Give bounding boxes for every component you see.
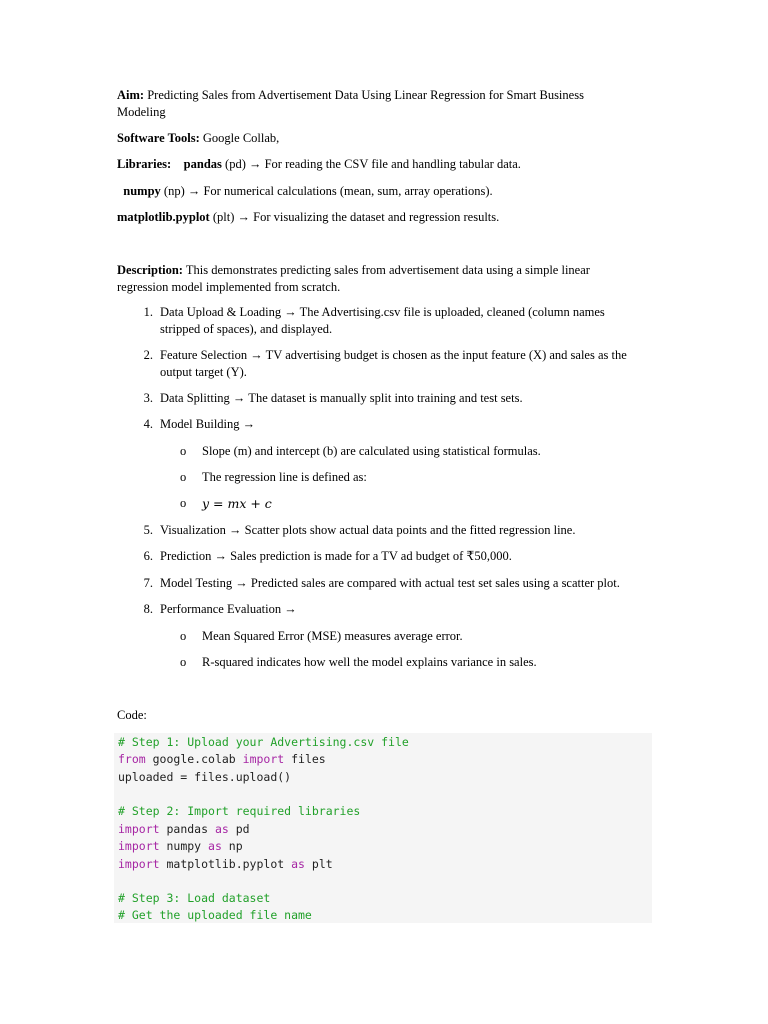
description-label: Description: [117,263,183,277]
list-item-text: Data Upload & Loading → The Advertising.csv file is uploaded, cleaned (column names [160,305,605,319]
list-item-number: 5. [143,523,153,537]
code-keyword: import [242,752,285,766]
code-text: plt [304,857,333,871]
software-label: Software Tools: [117,131,200,145]
list-item-number: 8. [143,602,153,616]
code-comment: # Step 3: Load dataset [118,891,271,905]
aim-label: Aim: [117,88,145,102]
bullet-icon: o [180,470,187,484]
list-item-text: output target (Y). [160,365,247,379]
list-item-number: 6. [143,549,153,563]
library-name-matplotlib: matplotlib.pyplot [117,210,210,224]
software-tools-paragraph [117,130,657,147]
software-text: Google Collab, [202,131,280,145]
code-text: files [284,752,326,766]
library-text-numpy: (np) → For numerical calculations (mean, sum, array operations). [163,184,493,198]
library-name-numpy: numpy [123,184,161,198]
code-keyword: from [118,752,146,766]
code-keyword: import [118,822,160,836]
list-item-text: Prediction → Sales prediction is made for a TV ad budget of ₹50,000. [160,549,512,563]
code-text: numpy [159,839,209,853]
code-keyword: import [118,839,160,853]
library-numpy-paragraph [117,183,657,200]
code-text: pandas [159,822,215,836]
library-matplotlib-paragraph [117,209,657,226]
code-keyword: as [214,822,229,836]
library-text-matplotlib: (plt) → For visualizing the dataset and regression results. [212,210,500,224]
code-comment: # Step 1: Upload your Advertising.csv file [118,735,409,749]
bullet-icon: o [180,629,187,643]
aim-text-line2: Modeling [117,105,166,119]
list-item-text: stripped of spaces), and displayed. [160,322,333,336]
code-text: google.colab [145,752,243,766]
sub-list-item-text: R-squared indicates how well the model explains variance in sales. [202,655,537,669]
code-keyword: as [208,839,222,853]
code-label: Code: [117,708,147,722]
list-item-text: Visualization → Scatter plots show actual data points and the fitted regression line. [160,523,576,537]
sub-list-item-text: Mean Squared Error (MSE) measures average error. [202,629,463,643]
libraries-label: Libraries: [117,157,172,171]
code-text: pd [228,822,250,836]
bullet-icon: o [180,444,187,458]
list-item-text: Data Splitting → The dataset is manually split into training and test sets. [160,391,523,405]
regression-equation: y = mx + c [202,496,272,511]
aim-text-line1: Predicting Sales from Advertisement Data Using Linear Regression for Smart Business [147,88,584,102]
code-text: np [221,839,243,853]
list-item-text: Model Testing → Predicted sales are compared with actual test set sales using a scatter plot. [160,576,620,590]
sub-list-item-text: The regression line is defined as: [202,470,367,484]
sub-list-item-text: Slope (m) and intercept (b) are calculated using statistical formulas. [202,444,541,458]
code-block [114,733,652,923]
list-item-number: 3. [143,391,153,405]
library-text-pandas: (pd) → For reading the CSV file and handling tabular data. [225,157,521,171]
bullet-icon: o [180,496,187,510]
description-text-line2: regression model implemented from scratch. [117,280,341,294]
code-line [118,857,333,872]
code-keyword: import [118,857,160,871]
code-keyword: as [291,857,305,871]
list-item-text: Performance Evaluation → [160,602,297,616]
list-item-number: 7. [143,576,153,590]
list-item-number: 4. [143,417,153,431]
code-line [118,752,326,767]
code-comment: # Get the uploaded file name [118,908,312,922]
libraries-paragraph [117,156,657,173]
list-item-text: Feature Selection → TV advertising budget is chosen as the input feature (X) and sales as the [160,348,627,362]
code-comment: # Step 2: Import required libraries [118,804,361,818]
code-line [118,822,250,837]
aim-paragraph [117,87,657,121]
description-text-line1: This demonstrates predicting sales from advertisement data using a simple linear [185,263,590,277]
list-item-number: 1. [143,305,153,319]
list-item-number: 2. [143,348,153,362]
code-text: matplotlib.pyplot [159,857,292,871]
code-line: uploaded = files.upload() [118,770,292,784]
library-name-pandas: pandas [183,157,222,171]
bullet-icon: o [180,655,187,669]
description-paragraph [117,262,657,296]
code-line [118,839,243,854]
list-item-text: Model Building → [160,417,256,431]
